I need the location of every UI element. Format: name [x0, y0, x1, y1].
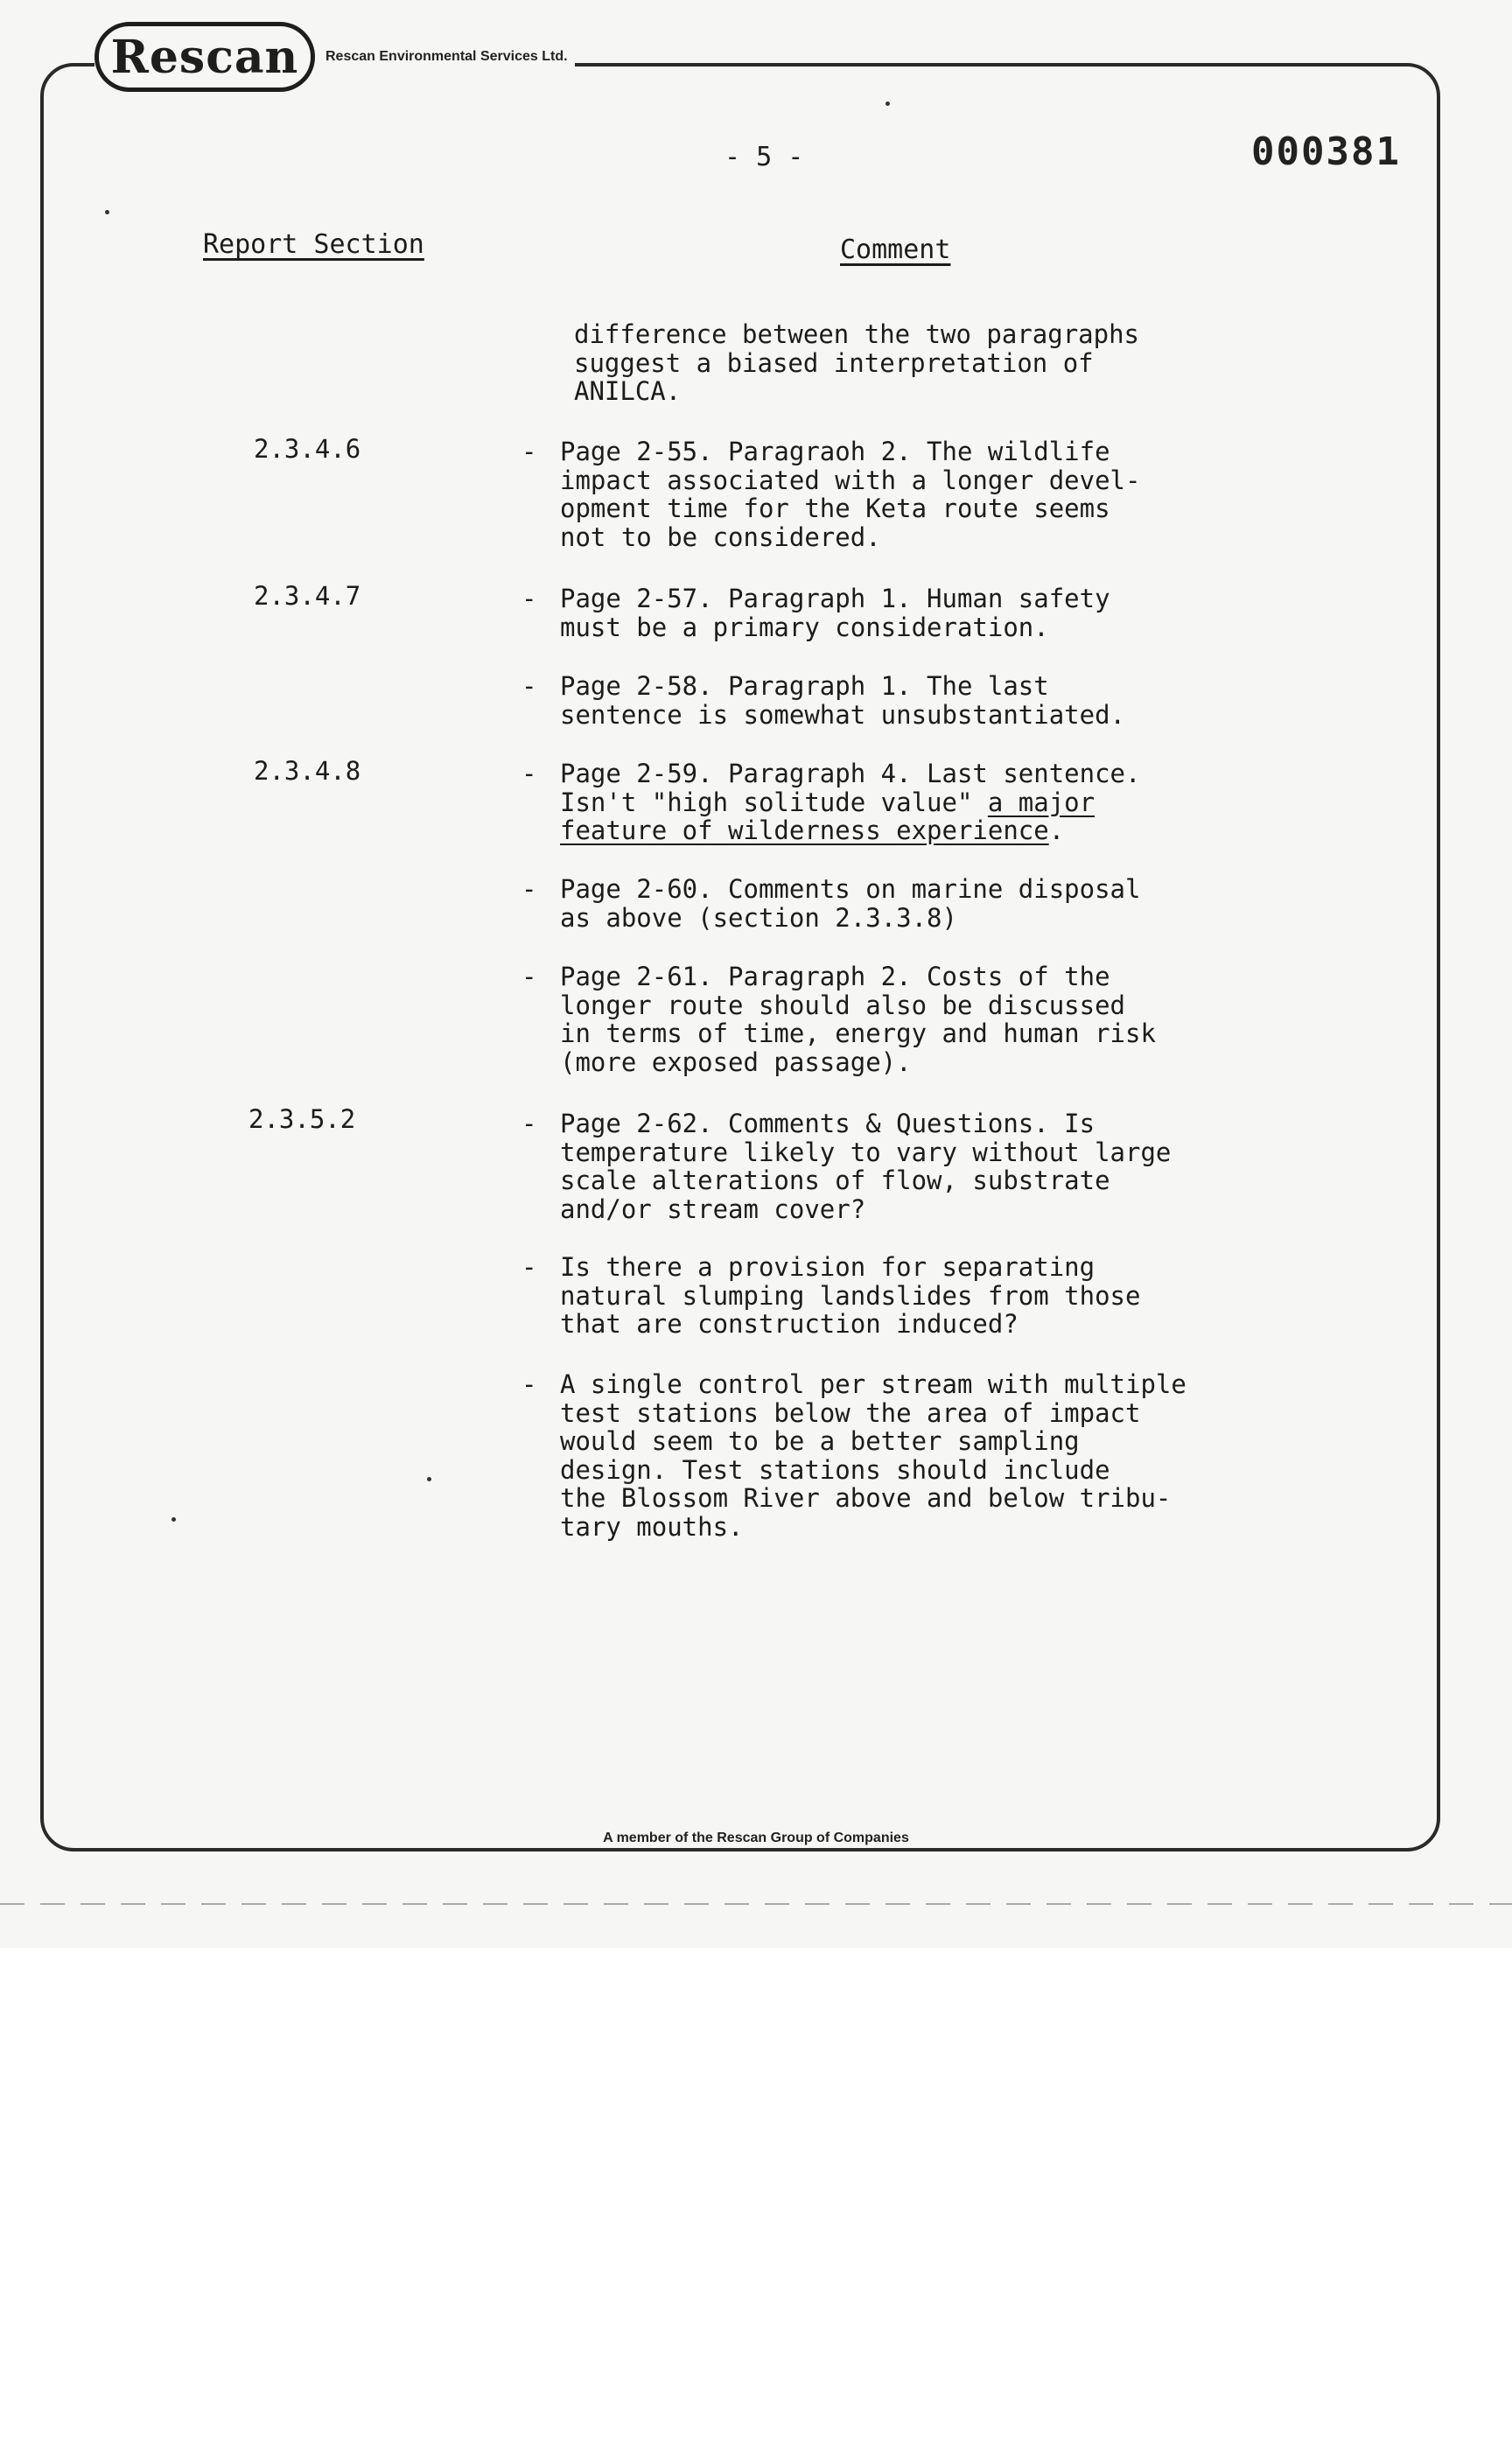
- scan-speck: [427, 1477, 431, 1481]
- footer-text: A member of the Rescan Group of Companies: [596, 1830, 916, 1846]
- comment-entry: [522, 584, 1344, 641]
- comment-entry: [522, 672, 1344, 729]
- comment-entry: [522, 760, 1344, 845]
- company-logo: Rescan: [94, 22, 315, 92]
- comment-text: Page 2-55. Paragraoh 2. The wildlife impact associated with a longer devel- opment time for the Keta route seems not to be considered.: [560, 437, 1141, 552]
- section-number: 2.3.4.6: [254, 434, 361, 464]
- bullet-dash: -: [522, 584, 537, 613]
- comment-text: [560, 760, 1140, 845]
- comment-text-part: Page 2-59. Paragraph 4. Last sentence. Isn't "high solitude value": [560, 759, 1141, 817]
- scan-edge: [0, 1903, 1512, 1905]
- comment-entry: [522, 875, 1344, 932]
- footer: [0, 1829, 1512, 1846]
- bullet-dash: -: [522, 874, 537, 904]
- underlined-phrase: feature of wilderness experience: [560, 816, 1049, 845]
- bullet-dash: -: [522, 759, 537, 788]
- comment-text: Page 2-57. Paragraph 1. Human safety must be a primary consideration.: [560, 584, 1110, 642]
- comment-entry: [522, 1253, 1344, 1339]
- company-name: Rescan Environmental Services Ltd.: [326, 49, 568, 64]
- document-id: 000381: [1251, 130, 1401, 174]
- comment-text: Page 2-60. Comments on marine disposal as above (section 2.3.3.8): [560, 874, 1141, 933]
- scan-speck: [172, 1517, 176, 1522]
- bullet-dash: -: [522, 1252, 537, 1282]
- section-number: 2.3.4.7: [254, 581, 361, 611]
- underlined-phrase: a major: [987, 787, 1096, 817]
- comment-entry: [522, 962, 1344, 1076]
- bullet-dash: -: [522, 1109, 537, 1138]
- report-section-heading: Report Section: [203, 229, 424, 260]
- comment-text: Is there a provision for separating natural slumping landslides from those that are construction induced?: [560, 1252, 1141, 1339]
- comment-continuation: [574, 320, 1396, 406]
- comment-entry: [522, 1370, 1344, 1541]
- bullet-dash: -: [522, 671, 537, 701]
- comment-entry: [522, 1110, 1344, 1223]
- bullet-dash: -: [522, 1369, 537, 1399]
- comment-text: Page 2-61. Paragraph 2. Costs of the longer route should also be discussed in terms of time, energy and human risk (more exposed passage).: [560, 962, 1156, 1077]
- bullet-dash: -: [522, 437, 537, 466]
- comment-text-part: .: [1048, 816, 1065, 845]
- scan-speck: [105, 210, 109, 214]
- comment-text: Page 2-58. Paragraph 1. The last sentence is somewhat unsubstantiated.: [560, 671, 1126, 730]
- comment-text: A single control per stream with multiple test stations below the area of impact would seem to be a better sampling design. Test stations should include the Blossom River above and below tribu- tary mouths.: [560, 1369, 1186, 1542]
- section-number: 2.3.5.2: [248, 1104, 356, 1134]
- comment-heading: Comment: [840, 234, 951, 265]
- comment-entry: [522, 438, 1344, 551]
- scan-speck: [886, 102, 890, 106]
- bullet-dash: -: [522, 962, 537, 991]
- letterhead: [94, 19, 575, 94]
- comment-text: difference between the two paragraphs suggest a biased interpretation of ANILCA.: [574, 319, 1140, 406]
- section-number: 2.3.4.8: [254, 756, 361, 786]
- page-number: - 5 -: [724, 142, 804, 172]
- comment-text: Page 2-62. Comments & Questions. Is temperature likely to vary without large scale alterations of flow, substrate and/or stream cover?: [560, 1109, 1172, 1224]
